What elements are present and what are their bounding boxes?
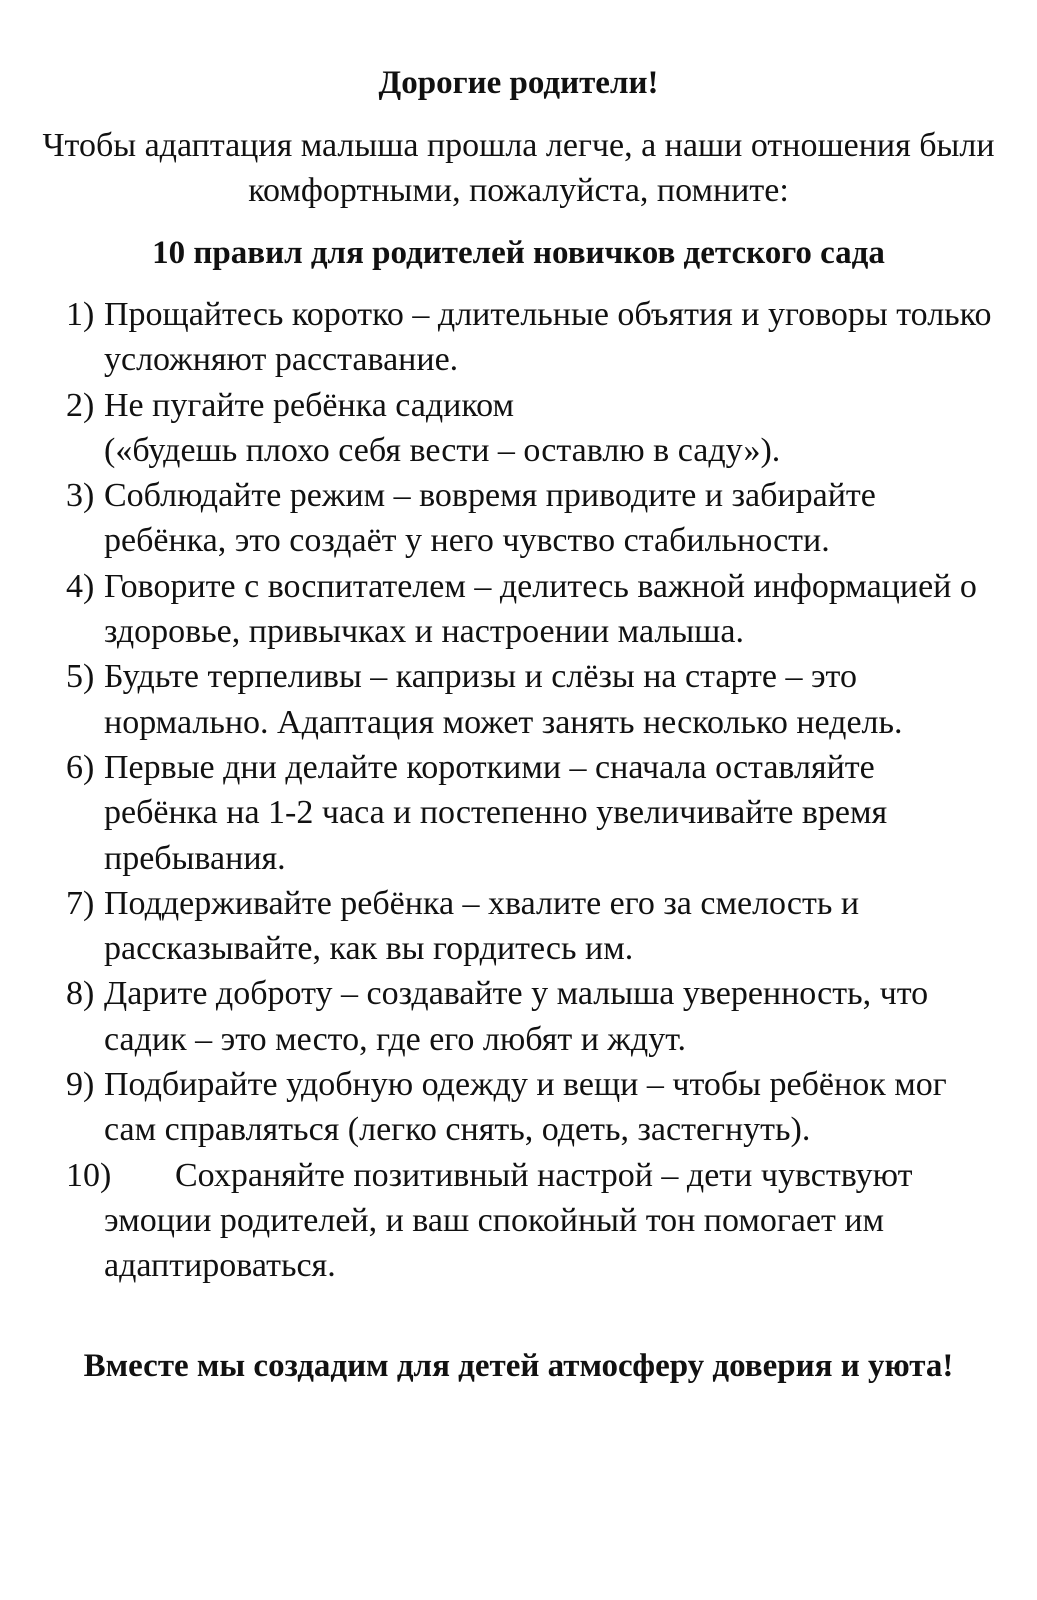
rule-text: Будьте терпеливы – капризы и слёзы на старте – это нормально. Адаптация может занять несколько недель. <box>104 658 903 741</box>
rule-number: 2) <box>66 386 95 424</box>
rule-text: Подбирайте удобную одежду и вещи – чтобы ребёнок мог сам справляться (легко снять, одеть, застегнуть). <box>104 1066 947 1149</box>
rule-item-6 <box>0 745 1037 881</box>
rule-number: 7) <box>66 884 95 922</box>
intro-paragraph: Чтобы адаптация малыша прошла легче, а наши отношения были комфортными, пожалуйста, помните: <box>42 127 995 209</box>
rule-text <box>104 383 997 474</box>
rule-number: 10) <box>66 1156 112 1194</box>
rule-item-10 <box>0 1153 1037 1289</box>
rule-item-5 <box>0 654 1037 745</box>
rule-text: Прощайтесь коротко – длительные объятия и уговоры только усложняют расставание. <box>104 296 992 379</box>
rule-number: 6) <box>66 748 95 786</box>
rule-item-4 <box>0 564 1037 655</box>
rule-text: Говорите с воспитателем – делитесь важной информацией о здоровье, привычках и настроении малыша. <box>104 567 977 651</box>
rule-item-3 <box>0 473 1037 564</box>
rule-item-9 <box>0 1062 1037 1153</box>
rule-text-part: Не пугайте ребёнка садиком <box>104 386 515 424</box>
rule-text: Соблюдайте режим – вовремя приводите и забирайте ребёнка, это создаёт у него чувство стабильности. <box>104 477 876 560</box>
rule-number: 5) <box>66 658 95 696</box>
rule-number: 1) <box>66 296 95 333</box>
rule-item-8 <box>0 971 1037 1062</box>
rule-text: Первые дни делайте короткими – сначала оставляйте ребёнка на 1-2 часа и постепенно увеличивайте время пребывания. <box>104 748 888 877</box>
rule-number: 9) <box>66 1066 95 1104</box>
rule-number: 8) <box>66 975 95 1013</box>
rules-heading: 10 правил для родителей новичков детского сада <box>152 235 885 271</box>
rule-text: Поддерживайте ребёнка – хвалите его за смелость и рассказывайте, как вы гордитесь им. <box>104 884 860 968</box>
closing-statement: Вместе мы создадим для детей атмосферу доверия и уюта! <box>83 1348 954 1384</box>
rules-list <box>0 292 1037 1289</box>
rule-item-7 <box>0 881 1037 972</box>
page-title: Дорогие родители! <box>378 65 659 101</box>
rule-item-2 <box>0 383 1037 474</box>
rule-text-part: («будешь плохо себя вести – оставлю в саду»). <box>104 431 781 469</box>
rule-text: Дарите доброту – создавайте у малыша уверенность, что садик – это место, где его любят и ждут. <box>104 975 929 1058</box>
rule-text: Сохраняйте позитивный настрой – дети чувствуют эмоции родителей, и ваш спокойный тон помогает им адаптироваться. <box>104 1156 913 1285</box>
rule-item-1 <box>0 292 1037 383</box>
rule-number: 4) <box>66 567 95 605</box>
rule-number: 3) <box>66 477 95 515</box>
